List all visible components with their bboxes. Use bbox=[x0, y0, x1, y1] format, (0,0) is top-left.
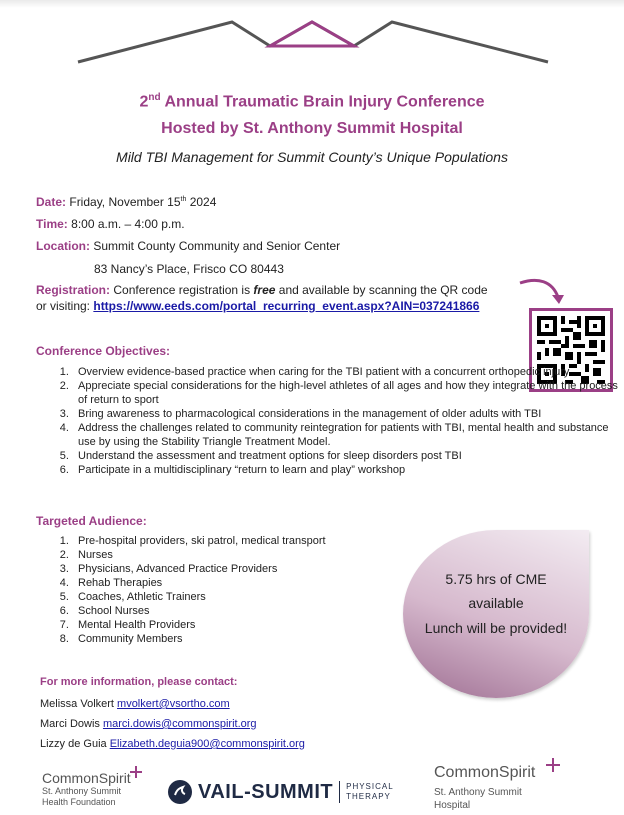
list-item: 6. Participate in a multidisciplinary “return to learn and play” workshop bbox=[72, 463, 624, 477]
email-link[interactable]: marci.dowis@commonspirit.org bbox=[102, 718, 257, 730]
conference-title: 2nd Annual Traumatic Brain Injury Conference bbox=[139, 92, 485, 111]
list-item: 2. Appreciate special considerations for the high-level athletes of all ages and how they integrate with the process of return to sport bbox=[72, 379, 624, 407]
list-item: 8. Community Members bbox=[72, 632, 402, 646]
conference-subtitle: Mild TBI Management for Summit County’s Unique Populations bbox=[116, 149, 508, 165]
list-item: 2. Nurses bbox=[72, 548, 402, 562]
registration-row: Registration: Conference registration is free and available by scanning the QR code bbox=[36, 283, 488, 297]
location-row: Location: Summit County Community and Senior Center bbox=[36, 239, 341, 253]
list-item: 1. Pre-hospital providers, ski patrol, medical transport bbox=[72, 534, 402, 548]
star-spark-icon bbox=[546, 758, 560, 772]
contact-row: Melissa Volkert mvolkert@vsortho.com bbox=[40, 698, 230, 710]
registration-link[interactable]: https://www.eeds.com/portal_recurring_event.aspx?AIN=037241866 bbox=[93, 299, 480, 313]
contact-row: Lizzy de Guia Elizabeth.deguia900@commonspirit.org bbox=[40, 738, 305, 750]
cme-callout-text: 5.75 hrs of CME available Lunch will be provided! bbox=[424, 571, 568, 636]
objectives-heading: Conference Objectives: bbox=[36, 344, 171, 358]
objectives-list bbox=[36, 365, 624, 477]
list-item: 5. Coaches, Athletic Trainers bbox=[72, 590, 402, 604]
location-address: 83 Nancy’s Place, Frisco CO 80443 bbox=[94, 262, 284, 276]
vail-summit-emblem-icon bbox=[168, 780, 192, 804]
mountain-logo-graphic bbox=[0, 0, 624, 80]
registration-row-2: or visiting: https://www.eeds.com/portal_recurring_event.aspx?AIN=037241866 bbox=[36, 299, 480, 313]
list-item: 6. School Nurses bbox=[72, 604, 402, 618]
list-item: 1. Overview evidence-based practice when caring for the TBI patient with a concurrent orthopedic injury bbox=[72, 365, 624, 379]
date-row: Date: Friday, November 15th 2024 bbox=[36, 195, 217, 209]
time-row: Time: 8:00 a.m. – 4:00 p.m. bbox=[36, 217, 185, 231]
audience-heading: Targeted Audience: bbox=[36, 514, 147, 528]
list-item: 5. Understand the assessment and treatment options for sleep disorders post TBI bbox=[72, 449, 624, 463]
contact-row: Marci Dowis marci.dowis@commonspirit.org bbox=[40, 718, 257, 730]
commonspirit-foundation-logo: CommonSpirit St. Anthony Summit Health Foundation bbox=[42, 770, 131, 808]
email-link[interactable]: Elizabeth.deguia900@commonspirit.org bbox=[109, 738, 305, 750]
curved-arrow-icon bbox=[518, 277, 568, 307]
email-link[interactable]: mvolkert@vsortho.com bbox=[117, 698, 230, 710]
contact-heading: For more information, please contact: bbox=[40, 676, 238, 688]
list-item: 3. Bring awareness to pharmacological considerations in the management of older adults with TBI bbox=[72, 407, 624, 421]
commonspirit-hospital-logo: CommonSpirit St. Anthony Summit Hospital bbox=[434, 764, 535, 812]
list-item: 4. Rehab Therapies bbox=[72, 576, 402, 590]
list-item: 3. Physicians, Advanced Practice Providers bbox=[72, 562, 402, 576]
audience-list bbox=[36, 534, 402, 646]
star-spark-icon bbox=[130, 766, 142, 778]
conference-host: Hosted by St. Anthony Summit Hospital bbox=[161, 120, 463, 137]
vail-summit-logo: VAIL-SUMMIT PHYSICAL THERAPY bbox=[168, 780, 394, 804]
list-item: 7. Mental Health Providers bbox=[72, 618, 402, 632]
list-item: 4. Address the challenges related to community reintegration for patients with TBI, mental health and substance use by using the Stability Triangle Treatment Model. bbox=[72, 421, 624, 449]
